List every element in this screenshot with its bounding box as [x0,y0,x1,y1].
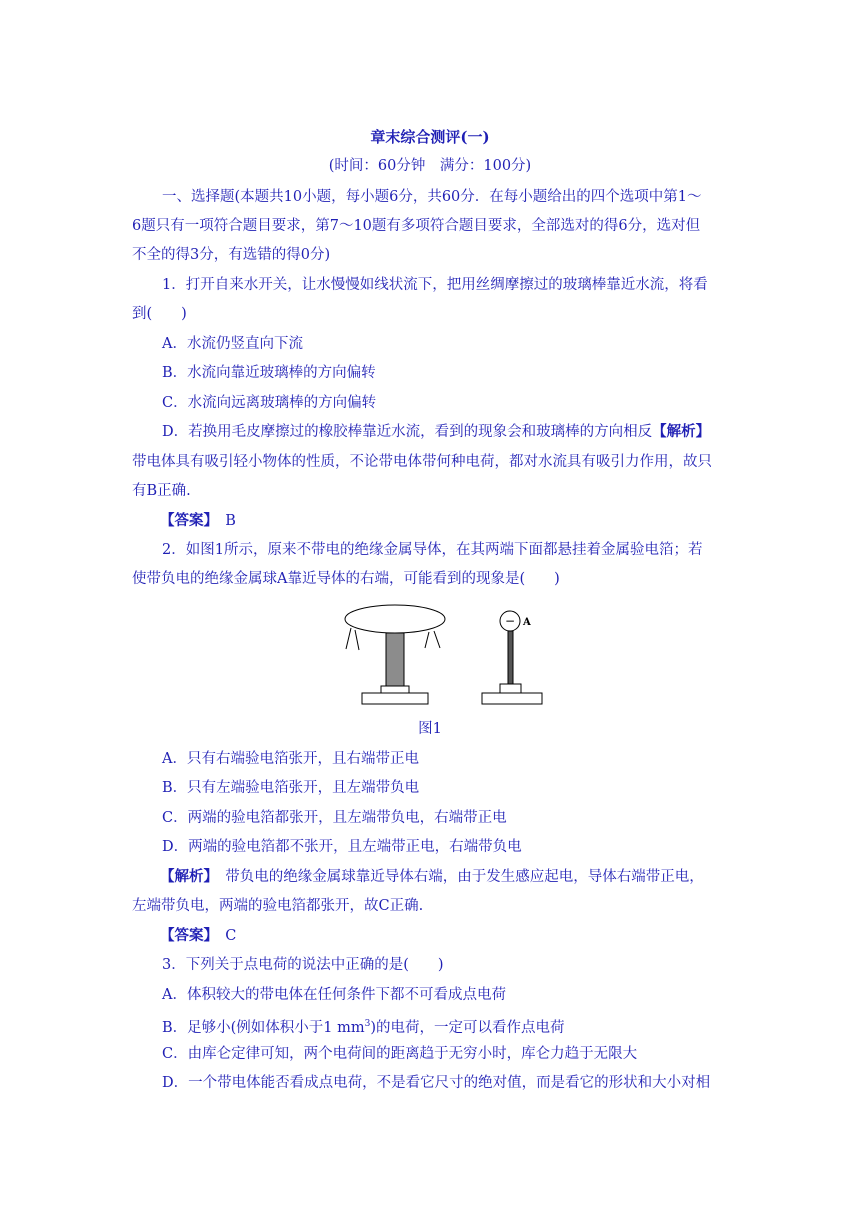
q1-analysis-tag: 【解析】 [652,423,711,440]
insulating-stand [386,633,404,686]
q1-option-a: A．水流仍竖直向下流 [162,336,303,352]
left-foil-2 [355,630,359,650]
q3-option-b-row [162,1014,732,1038]
q2-answer-row [160,926,760,946]
q2-stem-line-1: 2．如图1所示，原来不带电的绝缘金属导体，在其两端下面都悬挂着金属验电箔；若 [162,542,703,558]
right-foil-2 [434,631,440,648]
right-stand-base [482,693,542,704]
q1-option-d-row [162,422,732,442]
q1-answer: B [225,513,236,529]
q1-answer-tag: 【答案】 [160,512,211,529]
q2-figure-caption: 图1 [418,721,442,737]
q3-option-a: A．体积较大的带电体在任何条件下都不可看成点电荷 [162,987,506,1003]
q2-option-b: B．只有左端验电箔张开，且左端带负电 [162,780,420,796]
q1-analysis-line-2: 有B正确. [132,483,191,499]
section-instructions-line-3: 不全的得3分，有选错的得0分) [132,247,331,263]
left-stand-base [362,693,428,704]
metal-conductor-shape [345,605,445,633]
q2-answer-tag: 【答案】 [160,927,211,944]
ball-label: A [523,617,531,628]
q1-stem-line-2: 到( ) [132,306,187,322]
q3-stem: 3．下列关于点电荷的说法中正确的是( ) [162,957,444,973]
q2-option-d: D．两端的验电箔都不张开，且左端带正电，右端带负电 [162,839,522,855]
section-instructions-line-1: 一、选择题(本题共10小题，每小题6分，共60分．在每小题给出的四个选项中第1～ [162,189,702,205]
left-foil-1 [346,628,351,649]
right-foil-1 [425,632,429,648]
q2-analysis-line-2: 左端带负电，两端的验电箔都张开，故C正确. [132,898,424,914]
right-stand-block [500,684,521,693]
q2-answer: C [225,928,237,944]
q2-option-c: C．两端的验电箔都张开，且左端带负电，右端带正电 [162,810,507,826]
q1-analysis-line-1: 带电体具有吸引轻小物体的性质，不论带电体带何种电荷，都对水流具有吸引力作用，故只 [132,454,712,470]
q2-figure [336,604,552,708]
q1-stem-line-1: 1．打开自来水开关，让水慢慢如线状流下，把用丝绸摩擦过的玻璃棒靠近水流，将看 [162,277,708,293]
q1-answer-row [160,511,760,531]
q3-option-b-sup: 3 [364,1019,371,1029]
q2-option-a: A．只有右端验电箔张开，且右端带正电 [162,751,419,767]
q3-option-c: C．由库仑定律可知，两个电荷间的距离趋于无穷小时，库仑力趋于无限大 [162,1046,638,1062]
q3-option-b-post: )的电荷，一定可以看作点电荷 [370,1019,565,1036]
page-subtitle: (时间：60分钟 满分：100分) [328,158,532,174]
q3-option-d: D．一个带电体能否看成点电荷，不是看它尺寸的绝对值，而是看它的形状和大小对相 [162,1075,711,1091]
ball-charge-sign: − [504,614,516,628]
q1-option-b: B．水流向靠近玻璃棒的方向偏转 [162,365,376,381]
q1-option-c: C．水流向远离玻璃棒的方向偏转 [162,395,377,411]
q3-option-b-pre: B．足够小(例如体积小于1 mm [162,1019,365,1036]
q1-option-d: D．若换用毛皮摩擦过的橡胶棒靠近水流，看到的现象会和玻璃棒的方向相反 [162,424,653,440]
q2-analysis-row [160,867,760,887]
q2-analysis-line-1: 带负电的绝缘金属球靠近导体右端，由于发生感应起电，导体右端带正电， [225,869,704,885]
page-title: 章末综合测评(一) [370,128,490,146]
ball-rod [508,631,513,684]
left-stand-block [381,686,409,693]
section-instructions-line-2: 6题只有一项符合题目要求，第7～10题有多项符合题目要求，全部选对的得6分，选对但 [132,218,701,234]
q2-analysis-tag: 【解析】 [160,868,211,885]
q2-stem-line-2: 使带负电的绝缘金属球A靠近导体的右端，可能看到的现象是( ) [132,571,560,587]
